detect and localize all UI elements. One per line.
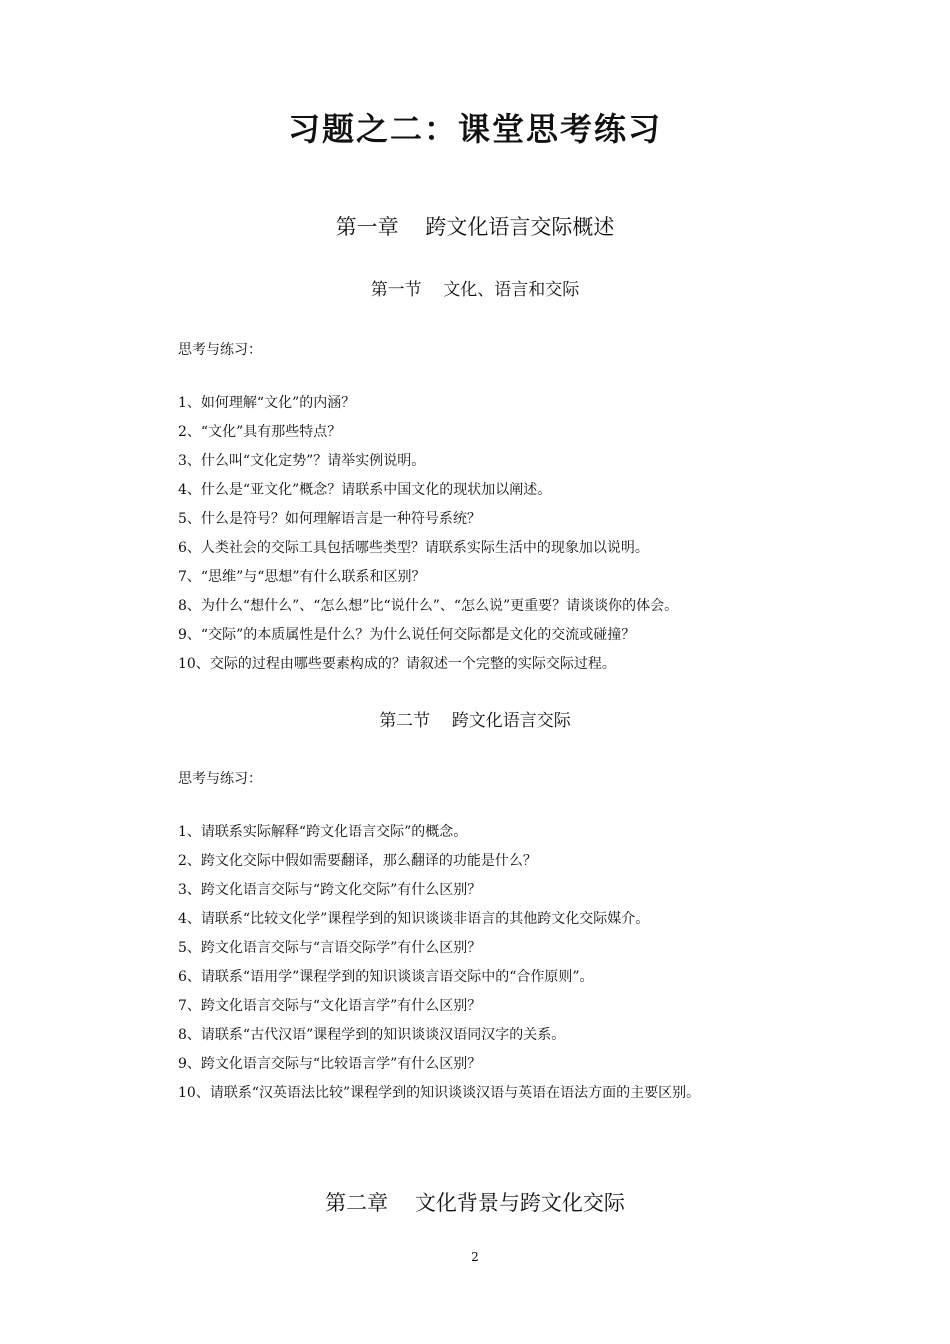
question-item: 7、“思维”与“思想”有什么联系和区别？ — [178, 569, 426, 585]
chapter-2-title: 第二章 文化背景与跨文化交际 — [325, 1191, 625, 1215]
question-item: 8、请联系“古代汉语”课程学到的知识谈谈汉语同汉字的关系。 — [178, 1027, 566, 1043]
document-title: 习题之二：课堂思考练习 — [287, 110, 662, 148]
question-item: 6、请联系“语用学”课程学到的知识谈谈言语交际中的“合作原则”。 — [178, 969, 594, 985]
question-item: 1、请联系实际解释“跨文化语言交际”的概念。 — [178, 824, 468, 840]
question-item: 2、跨文化交际中假如需要翻译，那么翻译的功能是什么？ — [178, 853, 537, 869]
question-item: 2、“文化”具有那些特点？ — [178, 424, 342, 440]
question-item: 3、什么叫“文化定势”？请举实例说明。 — [178, 453, 426, 469]
question-item: 5、跨文化语言交际与“言语交际学”有什么区别？ — [178, 940, 482, 956]
section-1-title: 第一节 文化、语言和交际 — [370, 280, 580, 300]
question-item: 4、请联系“比较文化学”课程学到的知识谈谈非语言的其他跨文化交际媒介。 — [178, 911, 650, 927]
question-item: 3、跨文化语言交际与“跨文化交际”有什么区别？ — [178, 882, 482, 898]
chapter-1-title: 第一章 跨文化语言交际概述 — [335, 215, 615, 239]
question-item: 8、为什么“想什么”、“怎么想”比“说什么”、“怎么说”更重要？请谈谈你的体会。 — [178, 598, 679, 614]
question-item: 7、跨文化语言交际与“文化语言学”有什么区别？ — [178, 998, 482, 1014]
question-item: 1、如何理解“文化”的内涵？ — [178, 395, 356, 411]
question-item: 6、人类社会的交际工具包括哪些类型？请联系实际生活中的现象加以说明。 — [178, 540, 649, 556]
section-1-prompt: 思考与练习： — [178, 342, 262, 358]
section-2-question-list — [178, 818, 700, 1108]
section-1-question-list — [178, 389, 678, 679]
question-item: 4、什么是“亚文化”概念？请联系中国文化的现状加以阐述。 — [178, 482, 552, 498]
question-item: 9、“交际”的本质属性是什么？为什么说任何交际都是文化的交流或碰撞？ — [178, 627, 636, 643]
section-2-prompt: 思考与练习： — [178, 771, 262, 787]
question-item: 10、交际的过程由哪些要素构成的？请叙述一个完整的实际交际过程。 — [178, 656, 616, 672]
question-item: 10、请联系“汉英语法比较”课程学到的知识谈谈汉语与英语在语法方面的主要区别。 — [178, 1085, 701, 1101]
section-2-title: 第二节 跨文化语言交际 — [379, 711, 571, 731]
page-number: 2 — [471, 1250, 479, 1264]
question-item: 9、跨文化语言交际与“比较语言学”有什么区别？ — [178, 1056, 482, 1072]
question-item: 5、什么是符号？如何理解语言是一种符号系统？ — [178, 511, 481, 527]
